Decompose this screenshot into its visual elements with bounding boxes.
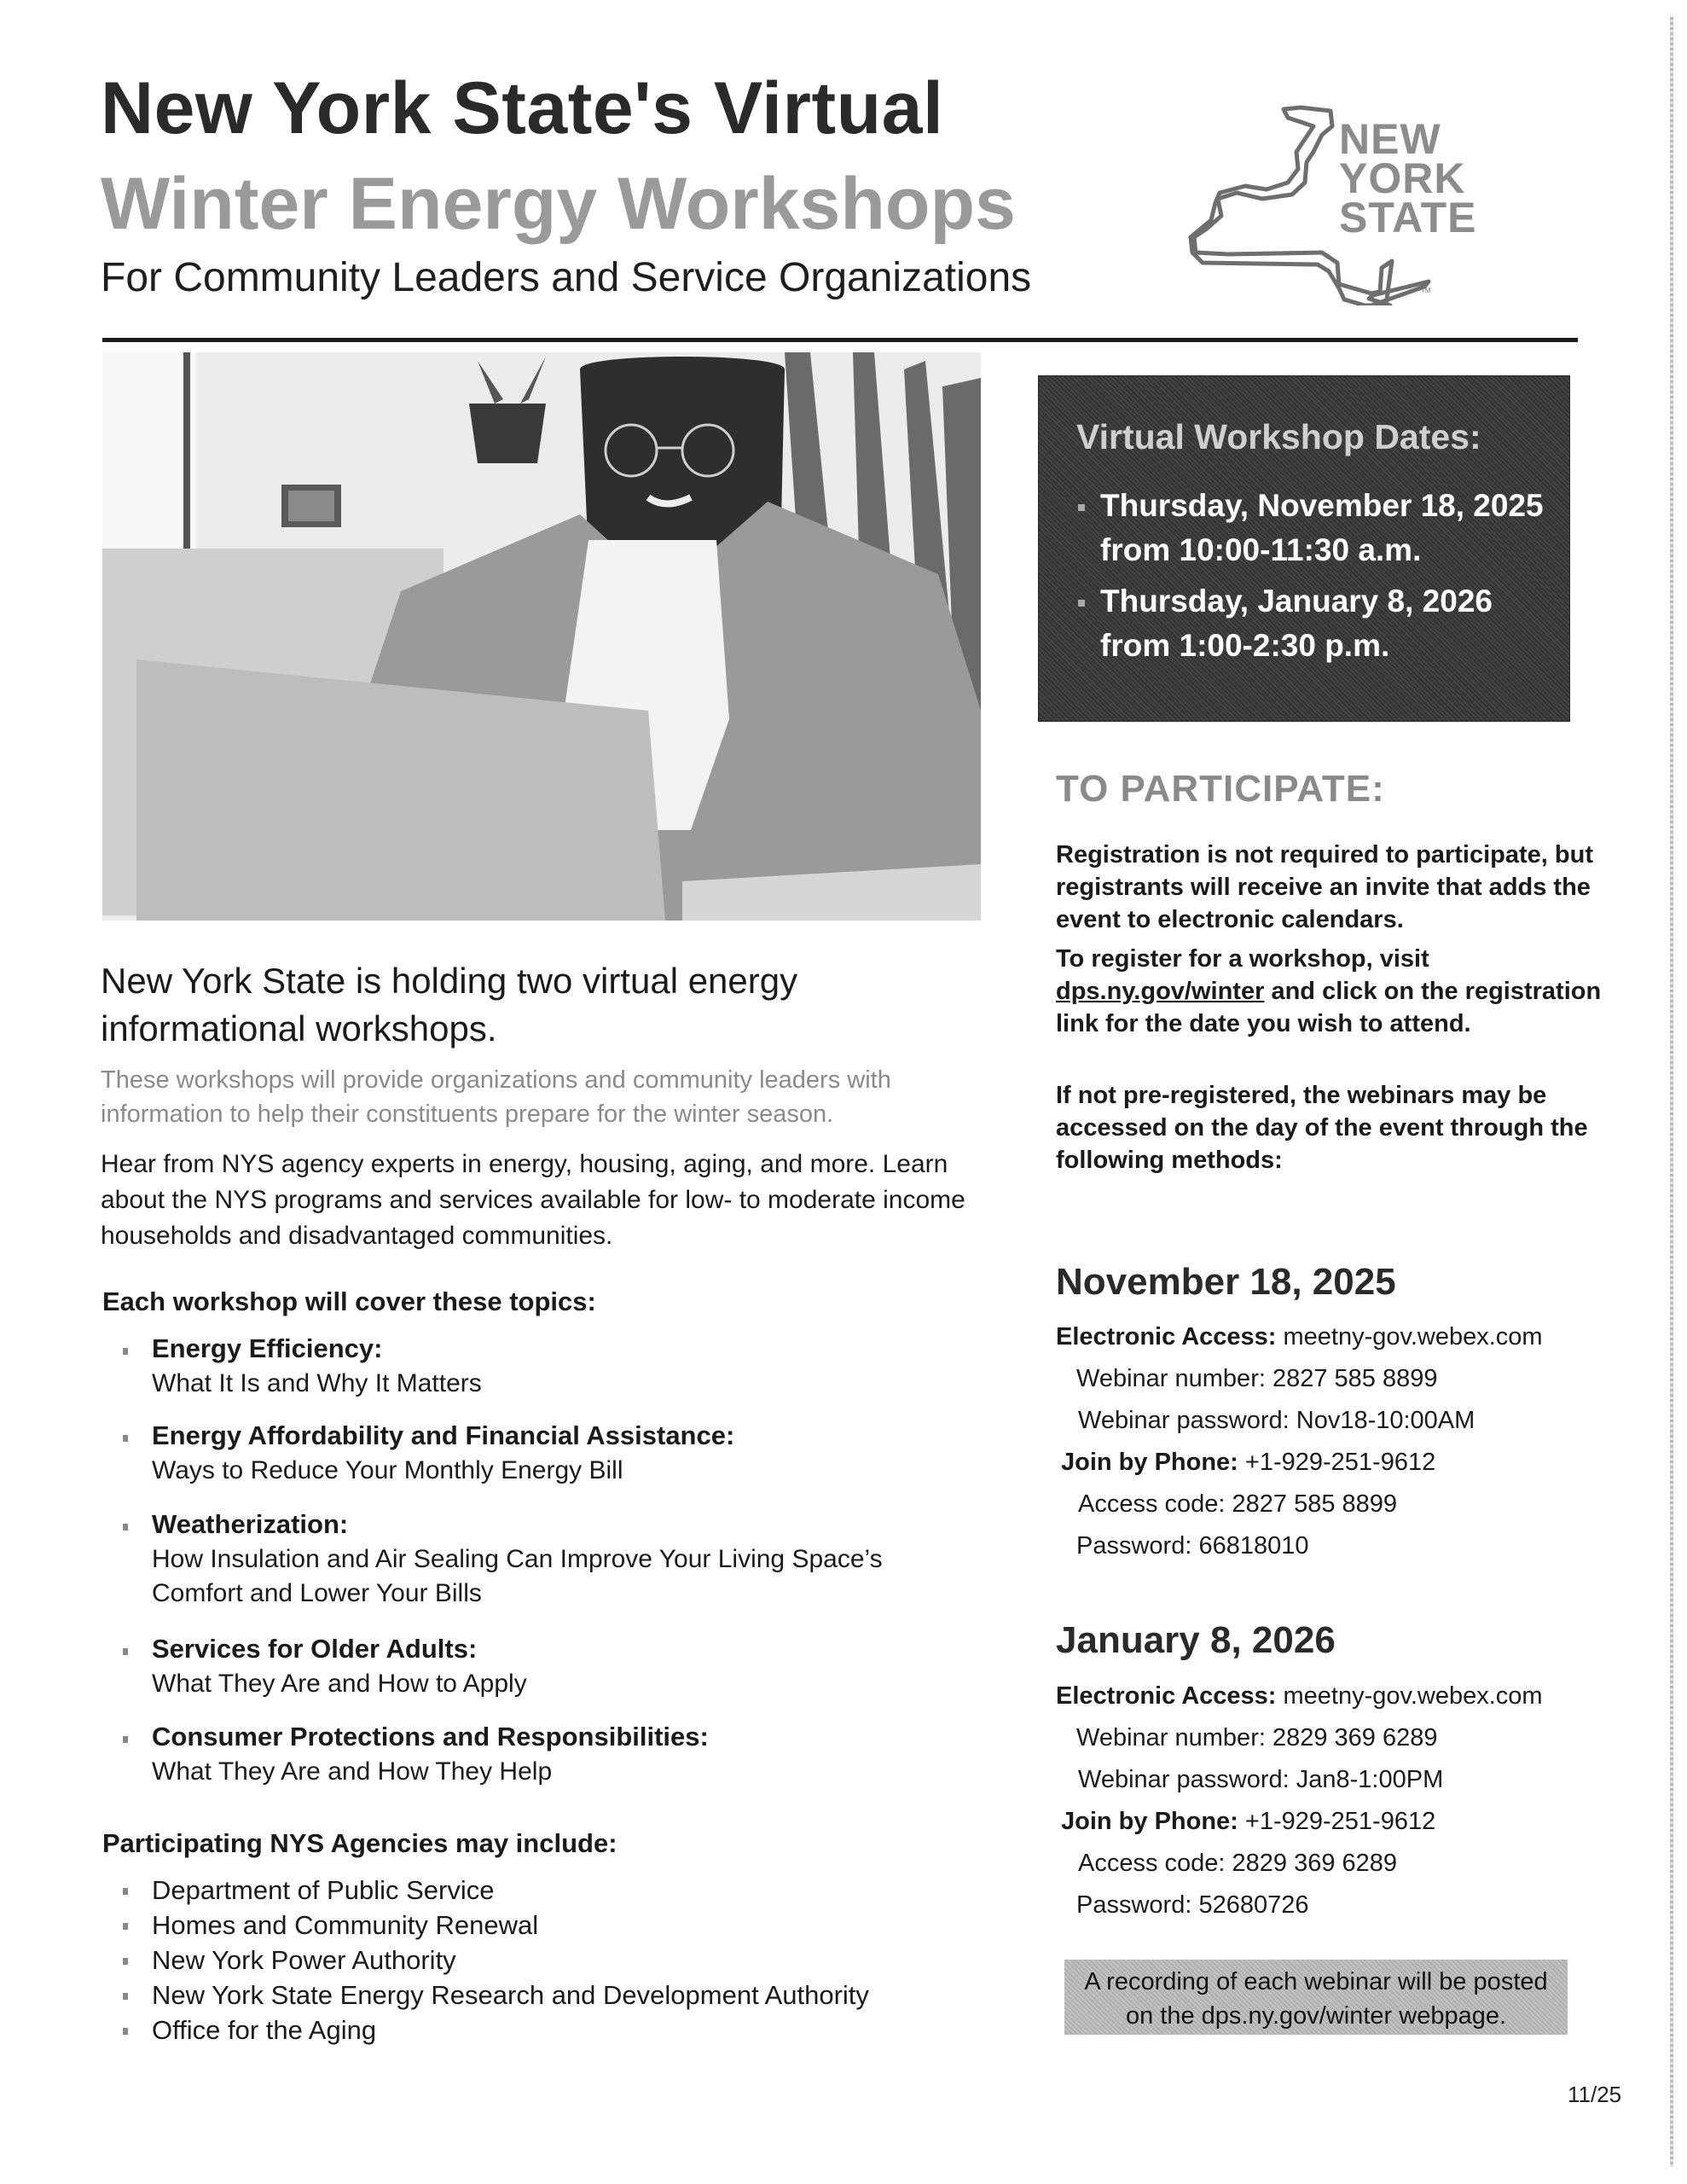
electronic-access-url[interactable]: meetny-gov.webex.com bbox=[1283, 1682, 1543, 1710]
recording-note-line-2: on the dps.ny.gov/winter webpage. bbox=[1125, 2002, 1507, 2030]
date-item-1 bbox=[1076, 484, 1544, 572]
topic-desc: Ways to Reduce Your Monthly Energy Bill bbox=[152, 1456, 623, 1484]
square-bullet-icon bbox=[123, 1993, 128, 2000]
session-2-webinar-number: Webinar number: 2829 369 6289 bbox=[1076, 1724, 1438, 1751]
recording-note-line-1: A recording of each webinar will be posted bbox=[1084, 1968, 1548, 1995]
electronic-access-url[interactable]: meetny-gov.webex.com bbox=[1283, 1323, 1543, 1350]
electronic-access-label: Electronic Access: bbox=[1056, 1682, 1277, 1710]
topic-title: Consumer Protections and Responsibilities: bbox=[152, 1722, 709, 1751]
topic-title: Services for Older Adults: bbox=[152, 1634, 478, 1664]
square-bullet-icon bbox=[123, 1736, 128, 1743]
session-2-electronic-access bbox=[1056, 1680, 1543, 1712]
agencies-heading: Participating NYS Agencies may include: bbox=[102, 1828, 617, 1858]
agency-item bbox=[119, 1943, 869, 1978]
phone-number[interactable]: +1-929-251-9612 bbox=[1244, 1449, 1436, 1476]
registration-link[interactable]: dps.ny.gov/winter bbox=[1056, 978, 1265, 1005]
date-item-2-day: Thursday, January 8, 2026 bbox=[1100, 584, 1493, 619]
topic-desc: How Insulation and Air Sealing Can Improve Your Living Space’s Comfort and Lower Your Bills bbox=[152, 1545, 883, 1607]
topic-item bbox=[119, 1331, 972, 1401]
participate-para-3: If not pre-registered, the webinars may be accessed on the day of the event through the following methods: bbox=[1056, 1082, 1588, 1174]
square-bullet-icon bbox=[123, 2028, 128, 2035]
agency-list bbox=[119, 1873, 869, 2048]
dates-heading: Virtual Workshop Dates: bbox=[1076, 417, 1481, 456]
electronic-access-label: Electronic Access: bbox=[1056, 1323, 1277, 1350]
topic-title: Energy Affordability and Financial Assistance: bbox=[152, 1420, 735, 1450]
logo-word-new: NEW bbox=[1339, 115, 1441, 163]
square-bullet-icon bbox=[123, 1923, 128, 1930]
logo-word-state: STATE bbox=[1339, 194, 1477, 241]
title-line-2: Winter Energy Workshops bbox=[101, 163, 1016, 245]
agency-name: New York Power Authority bbox=[152, 1945, 456, 1975]
page-edge-scan-strip bbox=[1670, 17, 1673, 2167]
agency-item bbox=[119, 1908, 869, 1943]
topic-item bbox=[119, 1418, 972, 1488]
session-1-access-code: Access code: 2827 585 8899 bbox=[1078, 1490, 1398, 1518]
title-line-1: New York State's Virtual bbox=[101, 67, 944, 149]
session-1-electronic-access bbox=[1056, 1321, 1543, 1353]
intro-heading: New York State is holding two virtual energy informational workshops. bbox=[101, 961, 798, 1048]
square-bullet-icon bbox=[123, 1524, 128, 1531]
intro-body: Hear from NYS agency experts in energy, housing, aging, and more. Learn about the NYS programs and services available for low- to moderate income households and disadvantaged communities. bbox=[101, 1150, 965, 1250]
square-bullet-icon bbox=[123, 1958, 128, 1965]
session-2-password: Password: 52680726 bbox=[1076, 1891, 1309, 1919]
square-bullet-icon bbox=[123, 1648, 128, 1655]
agency-name: Department of Public Service bbox=[152, 1875, 495, 1905]
square-bullet-icon bbox=[123, 1435, 128, 1442]
session-1-webinar-password: Webinar password: Nov18-10:00AM bbox=[1078, 1407, 1475, 1434]
workshop-dates-box bbox=[1039, 376, 1569, 721]
topic-item bbox=[119, 1631, 972, 1701]
header-divider bbox=[102, 338, 1578, 342]
participate-heading: TO PARTICIPATE: bbox=[1056, 768, 1385, 810]
square-bullet-icon bbox=[1078, 504, 1085, 511]
phone-number[interactable]: +1-929-251-9612 bbox=[1244, 1808, 1436, 1835]
agency-item bbox=[119, 1978, 869, 2013]
topic-desc: What They Are and How to Apply bbox=[152, 1670, 527, 1698]
join-by-phone-label: Join by Phone: bbox=[1061, 1449, 1238, 1476]
topic-item bbox=[119, 1507, 972, 1611]
logo-word-york: YORK bbox=[1339, 154, 1466, 202]
agency-name: Office for the Aging bbox=[152, 2015, 377, 2045]
date-item-2 bbox=[1076, 579, 1493, 668]
topics-heading: Each workshop will cover these topics: bbox=[102, 1287, 596, 1316]
register-prefix: To register for a workshop, visit bbox=[1056, 945, 1429, 973]
session-2-phone bbox=[1056, 1805, 1435, 1838]
topic-title: Weatherization: bbox=[152, 1509, 349, 1539]
square-bullet-icon bbox=[1078, 600, 1085, 607]
join-by-phone-label: Join by Phone: bbox=[1061, 1808, 1238, 1835]
participate-para-1: Registration is not required to participate, but registrants will receive an invite that adds the event to electronic calendars. bbox=[1056, 841, 1593, 933]
logo-wordmark bbox=[1339, 115, 1477, 241]
session-2-date: January 8, 2026 bbox=[1056, 1619, 1336, 1661]
photo-person-laptop-icon bbox=[102, 352, 981, 921]
session-1-phone bbox=[1056, 1446, 1435, 1478]
session-2-webinar-password: Webinar password: Jan8-1:00PM bbox=[1078, 1766, 1444, 1793]
subtitle: For Community Leaders and Service Organizations bbox=[101, 255, 1032, 300]
nys-logo bbox=[1168, 101, 1510, 305]
session-1-webinar-number: Webinar number: 2827 585 8899 bbox=[1076, 1365, 1438, 1392]
topic-desc: What They Are and How They Help bbox=[152, 1757, 553, 1786]
square-bullet-icon bbox=[123, 1888, 128, 1895]
hero-photo bbox=[102, 352, 981, 921]
date-item-1-time: from 10:00-11:30 a.m. bbox=[1100, 532, 1422, 567]
intro-subtext: These workshops will provide organizations and community leaders with information to help their constituents prepare for the winter season. bbox=[101, 1066, 891, 1128]
participate-para-2 bbox=[1056, 943, 1636, 1040]
topic-desc: What It Is and Why It Matters bbox=[152, 1369, 482, 1397]
page-code: 11/25 bbox=[1568, 2082, 1622, 2107]
date-item-1-day: Thursday, November 18, 2025 bbox=[1100, 488, 1544, 523]
date-item-2-time: from 1:00-2:30 p.m. bbox=[1100, 628, 1390, 663]
square-bullet-icon bbox=[123, 1348, 128, 1355]
agency-item bbox=[119, 2013, 869, 2048]
agency-name: Homes and Community Renewal bbox=[152, 1910, 539, 1940]
trademark-mark: TM bbox=[1421, 287, 1431, 294]
session-1-password: Password: 66818010 bbox=[1076, 1532, 1309, 1560]
recording-note-box bbox=[1064, 1960, 1568, 2035]
register-suffix: and click on the registration link for the date you wish to attend. bbox=[1056, 978, 1602, 1037]
session-1-date: November 18, 2025 bbox=[1056, 1261, 1396, 1303]
session-2-access-code: Access code: 2829 369 6289 bbox=[1078, 1850, 1398, 1877]
agency-name: New York State Energy Research and Development Authority bbox=[152, 1980, 869, 2010]
topic-title: Energy Efficiency: bbox=[152, 1333, 383, 1363]
agency-item bbox=[119, 1873, 869, 1908]
topic-item bbox=[119, 1719, 972, 1789]
